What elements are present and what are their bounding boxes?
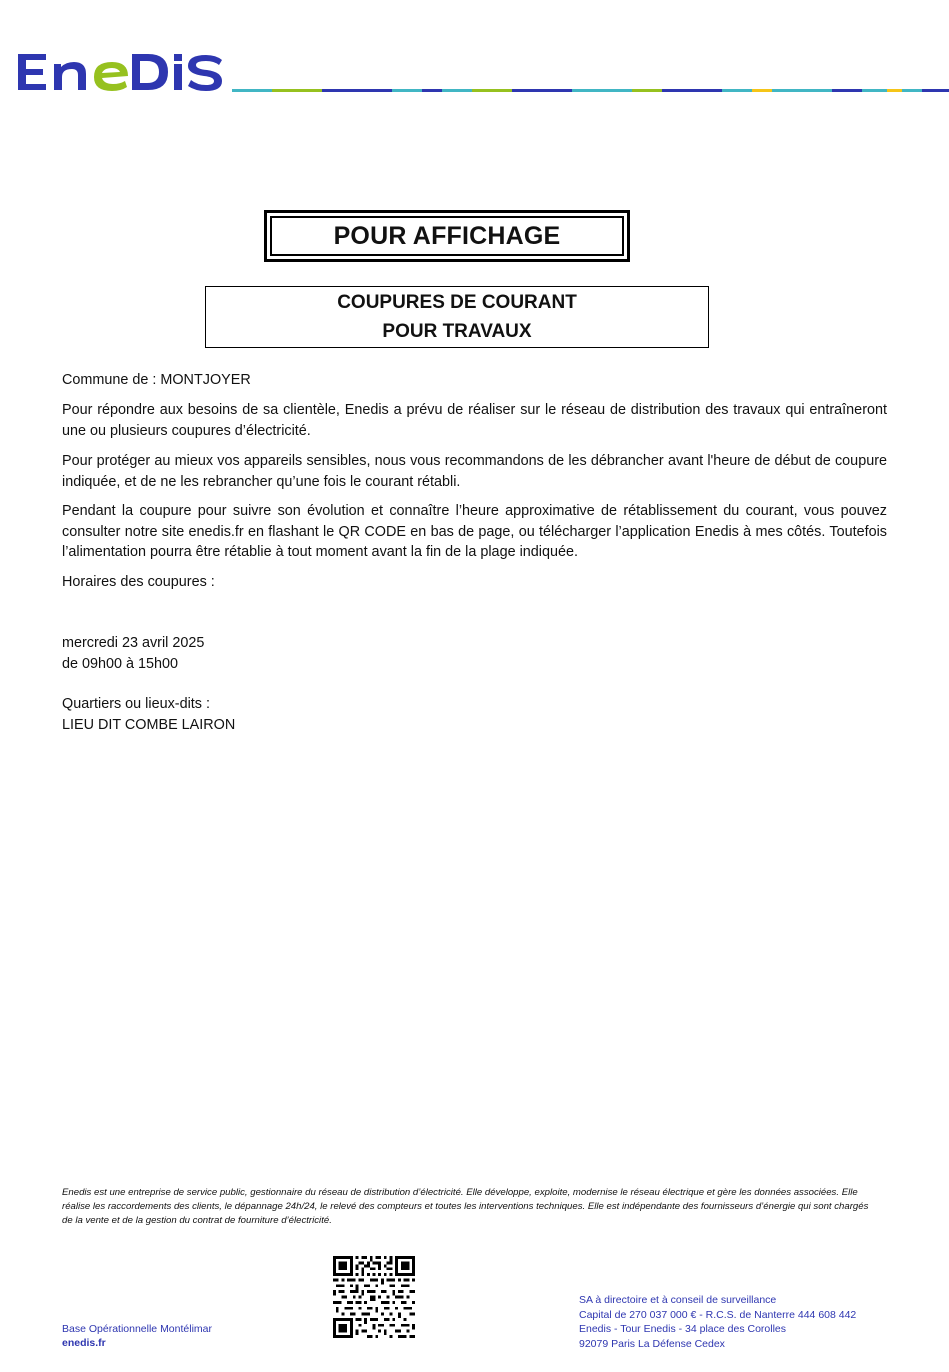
notice-title-line2: POUR TRAVAUX — [382, 321, 532, 342]
footer-base-name: Base Opérationnelle Montélimar — [62, 1323, 212, 1335]
paragraph-info: Pendant la coupure pour suivre son évolution et connaître l’heure approximative de rétablissement du courant, vous pouvez consulter notre site enedis.fr en flashant le QR CODE en bas de page, ou télécharger l’application Enedis à mes côtés. Toutefois l’alimentation pourra être rétablie à tout moment avant la fin de la plage indiquée. — [62, 503, 887, 560]
places-label: Quartiers ou lieux-dits : — [62, 696, 210, 712]
schedule-time: de 09h00 à 15h00 — [62, 655, 179, 672]
schedule-date: mercredi 23 avril 2025 — [62, 635, 205, 651]
places — [62, 694, 887, 735]
enedis-logo — [16, 48, 226, 96]
footer-notice: Enedis est une entreprise de service public, gestionnaire du réseau de distribution d’électricité. Elle développe, exploite, modernise le réseau électrique et gère les données associées. Elle réalise les raccordements des clients, le dépannage 24h/24, le relevé des compteurs et toutes les interventions techniques. Elle est indépendante des fournisseurs d’énergie qui sont chargés de la vente et de la gestion du contrat de fourniture d’électricité. — [62, 1187, 869, 1226]
footer-company-line3: Enedis - Tour Enedis - 34 place des Corolles — [579, 1323, 787, 1335]
paragraph-intro: Pour répondre aux besoins de sa clientèle, Enedis a prévu de réaliser sur le réseau de distribution des travaux qui entraîneront une ou plusieurs coupures d’électricité. — [62, 402, 887, 439]
footer-company-line2: Capital de 270 037 000 € - R.C.S. de Nanterre 444 608 442 — [579, 1308, 857, 1321]
footer-website-link[interactable]: enedis.fr — [62, 1337, 106, 1349]
paragraph-advice: Pour protéger au mieux vos appareils sensibles, nous vous recommandons de les débrancher avant l'heure de début de coupure indiquée, et de ne les rebrancher qu’une fois le courant rétabli. — [62, 453, 887, 490]
footer-company — [579, 1293, 856, 1351]
footer-base — [62, 1322, 212, 1350]
notice-title-box — [205, 286, 709, 348]
footer-company-line4: 92079 Paris La Défense Cedex — [579, 1337, 725, 1350]
notice-title-line1: COUPURES DE COURANT — [337, 292, 577, 313]
display-badge-title: POUR AFFICHAGE — [270, 216, 624, 256]
place-name: LIEU DIT COMBE LAIRON — [62, 716, 236, 733]
qr-code[interactable] — [333, 1256, 415, 1338]
schedule-label: Horaires des coupures : — [62, 574, 215, 590]
schedule — [62, 633, 887, 674]
header-rule — [232, 89, 949, 92]
footer-company-line1: SA à directoire et à conseil de surveillance — [579, 1294, 777, 1306]
display-badge — [264, 210, 630, 262]
commune: Commune de : MONTJOYER — [62, 372, 251, 388]
